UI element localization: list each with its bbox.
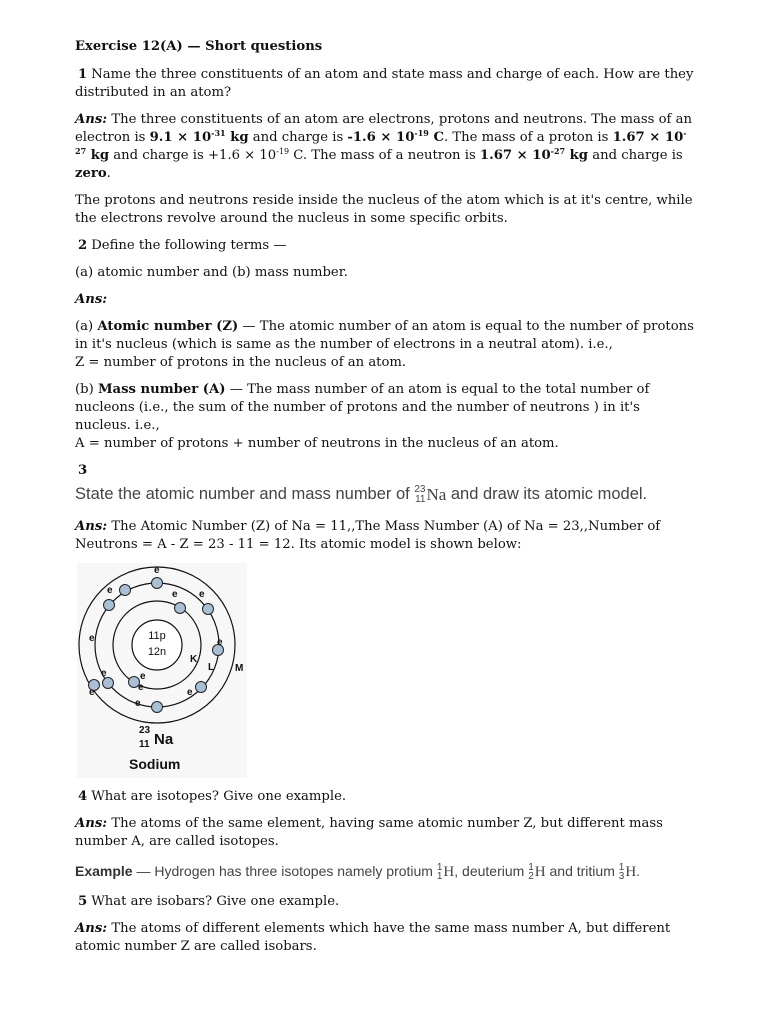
- element-symbol: H: [534, 863, 546, 880]
- answer-text: .: [106, 166, 111, 181]
- deuterium-nuclide: [528, 861, 545, 883]
- answer-text: . The mass of a proton is: [443, 130, 613, 145]
- nucleus: [132, 620, 182, 670]
- answer-label: Ans:: [75, 815, 108, 831]
- question-number: 1: [78, 67, 88, 82]
- question-text: Name the three constituents of an atom and state mass and charge of each. How are they distributed in an atom?: [75, 67, 694, 100]
- question-text: Define the following terms —: [91, 238, 287, 253]
- electron-charge-exponent: -19: [414, 128, 429, 138]
- proton-mass-exponent: -27: [75, 128, 687, 156]
- atomic-number: 3: [618, 870, 625, 882]
- electron-label: e: [199, 588, 205, 600]
- nucleus-protons: 11p: [148, 629, 166, 642]
- question-3-image-text: [75, 483, 695, 506]
- protium-nuclide: [437, 861, 454, 883]
- example-text: , deuterium: [454, 862, 529, 879]
- example-text: .: [636, 862, 641, 879]
- definition-term: Atomic number (Z): [97, 319, 239, 334]
- example-label: Example: [75, 862, 133, 879]
- definition-text: — The mass number of an atom is equal to the total number of nucleons (i.e., the sum of the number of protons and the number of neutrons ) in it's nucleus. i.e.,: [75, 382, 650, 433]
- electron-label: e: [172, 588, 178, 600]
- electron-label: e: [89, 632, 95, 644]
- electron: [152, 701, 163, 712]
- answer-text: The atoms of different elements which have the same mass number A, but different atomic number Z are called isobars.: [75, 920, 671, 954]
- example-text: — Hydrogen has three isotopes namely protium: [132, 862, 437, 879]
- figure-mass-number: 23: [139, 724, 151, 736]
- answer-text: The three constituents of an atom are electrons, protons and neutrons. The mass of an electron is: [75, 112, 692, 145]
- mass-number: 23: [414, 483, 426, 495]
- figure-atomic-number: 11: [139, 738, 150, 750]
- definition-term: Mass number (A): [97, 382, 226, 397]
- definition-formula: A = number of protons + number of neutrons in the nucleus of an atom.: [75, 436, 559, 451]
- electron: [104, 599, 115, 610]
- electron-label: e: [135, 697, 141, 709]
- electron-label: e: [217, 636, 223, 648]
- definition-text: — The atomic number of an atom is equal to the number of protons in it's nucleus (which is same as the number of electrons in a neutral atom). i.e.,: [75, 319, 694, 352]
- proton-mass-unit: kg: [86, 148, 110, 163]
- answer-label: Ans:: [75, 518, 108, 534]
- shell-k-label: K: [190, 653, 198, 665]
- isotope-example: [75, 860, 695, 883]
- question-text: State the atomic number and mass number of: [75, 485, 415, 503]
- electron: [175, 602, 186, 613]
- electron-label: e: [140, 670, 146, 682]
- definition-atomic-number: [75, 318, 695, 372]
- element-symbol: Na: [426, 484, 447, 504]
- shell-m-label: M: [235, 662, 244, 674]
- answer-4: [75, 815, 695, 851]
- answer-3: [75, 518, 695, 554]
- question-number: 3: [78, 463, 88, 478]
- proton-mass: 1.67 × 10: [612, 130, 684, 145]
- question-2-sub: (a) atomic number and (b) mass number.: [75, 265, 348, 280]
- electron-mass: 9.1 × 10: [149, 130, 212, 145]
- question-5: [75, 893, 695, 911]
- sodium-nuclide: [414, 484, 446, 506]
- question-4: [75, 788, 695, 806]
- question-2: [75, 237, 695, 255]
- exercise-heading: Exercise 12(A) — Short questions: [75, 39, 323, 54]
- proton-charge: +1.6 × 10: [207, 148, 277, 163]
- definition-formula: Z = number of protons in the nucleus of an atom.: [75, 355, 407, 370]
- mass-number: 1: [436, 861, 443, 873]
- shell-l-label: L: [208, 661, 215, 673]
- question-text: What are isotopes? Give one example.: [91, 788, 347, 804]
- answer-text: and charge is: [248, 130, 348, 145]
- atomic-number: 11: [415, 493, 426, 505]
- electron-label: e: [107, 584, 113, 596]
- answer-label: Ans:: [75, 292, 108, 307]
- question-text: What are isobars? Give one example.: [91, 893, 340, 909]
- answer-text: The Atomic Number (Z) of Na = 11,,The Mass Number (A) of Na = 23,,Number of Neutrons = A - Z = 23 - 11 = 12. Its atomic model is shown below:: [75, 518, 661, 552]
- definition-prefix: (a): [75, 319, 98, 334]
- definition-prefix: (b): [75, 382, 98, 397]
- electron-label: e: [187, 686, 193, 698]
- question-1: [75, 66, 695, 102]
- question-number: 4: [78, 788, 88, 804]
- proton-charge-exponent: -19: [276, 147, 290, 156]
- electron-label: e: [138, 681, 144, 693]
- element-symbol: H: [443, 863, 455, 880]
- electron: [120, 584, 131, 595]
- question-3-number: [75, 462, 695, 480]
- mass-number: 1: [528, 861, 534, 873]
- mass-number: 1: [618, 861, 625, 873]
- electron: [203, 603, 214, 614]
- definition-mass-number: [75, 381, 695, 453]
- neutron-mass-exponent: -27: [550, 146, 566, 156]
- nucleus-neutrons: 12n: [147, 645, 167, 658]
- electron-label: e: [89, 686, 95, 698]
- electron-mass-unit: kg: [225, 130, 249, 145]
- answer-1-paragraph-2: The protons and neutrons reside inside the nucleus of the atom which is at it's centre, while the electrons revolve around the nucleus in some specific orbits.: [75, 193, 693, 226]
- electron-charge-unit: C: [428, 130, 444, 145]
- element-symbol: H: [625, 863, 637, 880]
- question-number: 5: [78, 893, 88, 909]
- sodium-atomic-model: [77, 563, 247, 778]
- electron: [196, 681, 207, 692]
- answer-1: [75, 111, 695, 183]
- neutron-mass-unit: kg: [565, 148, 589, 163]
- answer-text: C. The mass of a neutron is: [289, 148, 480, 163]
- electron: [152, 577, 163, 588]
- answer-label: Ans:: [75, 920, 108, 936]
- electron-label: e: [101, 667, 107, 679]
- figure-element-name: Sodium: [129, 755, 181, 772]
- answer-5: [75, 920, 695, 956]
- answer-text: and charge is: [109, 148, 208, 163]
- electron-label: e: [154, 564, 160, 576]
- atomic-number: 1: [436, 870, 443, 882]
- answer-text: The atoms of the same element, having same atomic number Z, but different mass number A, are called isotopes.: [75, 815, 663, 849]
- question-number: 2: [78, 238, 88, 253]
- electron-mass-exponent: -31: [211, 128, 226, 138]
- answer-text: and charge is: [588, 148, 683, 163]
- document-page: [75, 38, 695, 965]
- neutron-charge: zero: [75, 166, 107, 181]
- neutron-mass: 1.67 × 10: [479, 148, 551, 163]
- example-text: and tritium: [545, 862, 619, 879]
- figure-element-symbol: Na: [154, 730, 174, 748]
- answer-label: Ans:: [75, 112, 108, 127]
- tritium-nuclide: [619, 861, 636, 883]
- question-text: and draw its atomic model.: [446, 485, 648, 503]
- electron-charge: -1.6 × 10: [347, 130, 415, 145]
- electron: [103, 677, 114, 688]
- atomic-number: 2: [528, 870, 534, 882]
